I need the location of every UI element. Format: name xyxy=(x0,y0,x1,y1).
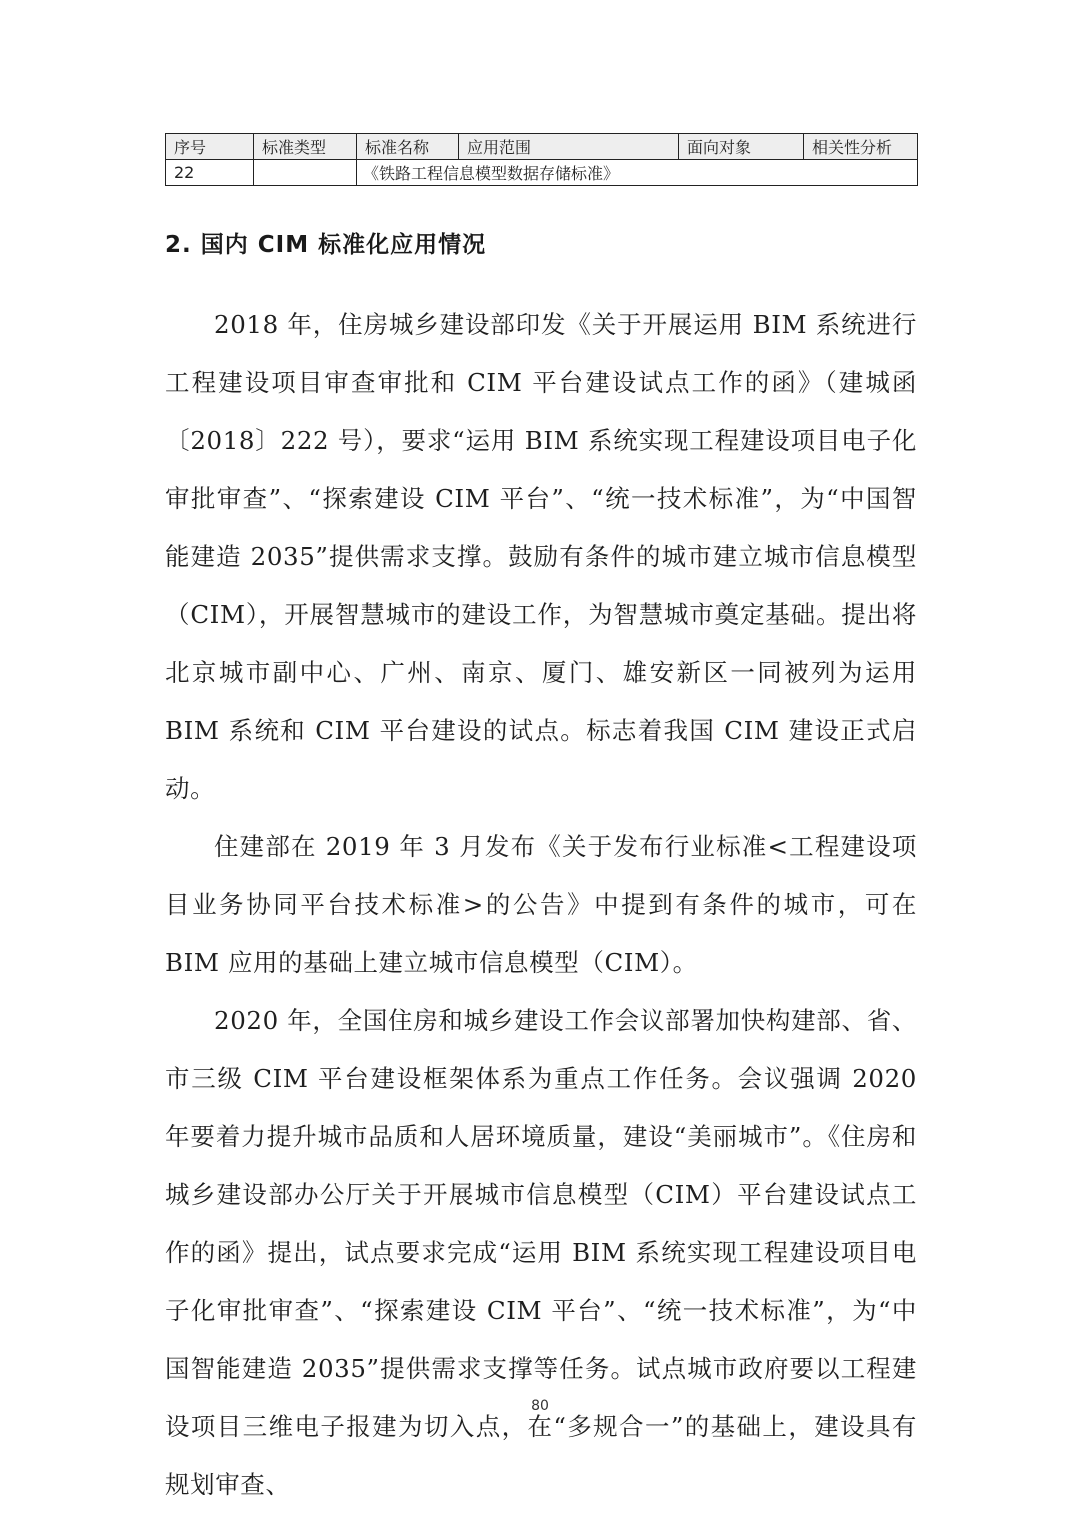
paragraph-2018: 2018 年，住房城乡建设部印发《关于开展运用 BIM 系统进行工程建设项目审查审批和 CIM 平台建设试点工作的函》（建城函〔2018〕222 号），要求“运用 BIM 系统实现工程建设项目电子化审批审查”、“探索建设 CIM 平台”、“统一技术标准”，为“中国智能建造 2035”提供需求支撑。鼓励有条件的城市建立城市信息模型（CIM），开展智慧城市的建设工作，为智慧城市奠定基础。提出将北京城市副中心、广州、南京、厦门、雄安新区一同被列为运用 BIM 系统和 CIM 平台建设的试点。标志着我国 CIM 建设正式启动。 xyxy=(165,310,917,803)
cell-standard-name: 《铁路工程信息模型数据存储标准》 xyxy=(357,160,918,186)
header-index: 序号 xyxy=(166,134,254,160)
paragraph-2020: 2020 年，全国住房和城乡建设工作会议部署加快构建部、省、市三级 CIM 平台建设框架体系为重点工作任务。会议强调 2020 年要着力提升城市品质和人居环境质量，建设“美丽城市”。《住房和城乡建设部办公厅关于开展城市信息模型（CIM）平台建设试点工作的函》提出，试点要求完成“运用 BIM 系统实现工程建设项目电子化审批审查”、“探索建设 CIM 平台”、“统一技术标准”，为“中国智能建造 2035”提供需求支撑等任务。试点城市政府要以工程建设项目三维电子报建为切入点，在“多规合一”的基础上，建设具有规划审查、 xyxy=(165,1006,917,1499)
paragraph-2019: 住建部在 2019 年 3 月发布《关于发布行业标准<工程建设项目业务协同平台技术标准>的公告》中提到有条件的城市，可在 BIM 应用的基础上建立城市信息模型（CIM）。 xyxy=(165,832,917,977)
header-standard-type: 标准类型 xyxy=(254,134,357,160)
page-number: 80 xyxy=(531,1398,549,1414)
table-row xyxy=(166,160,918,186)
cell-standard-type xyxy=(254,160,357,186)
header-application-scope: 应用范围 xyxy=(459,134,679,160)
header-relevance-analysis: 相关性分析 xyxy=(804,134,918,160)
header-target-audience: 面向对象 xyxy=(679,134,804,160)
standards-table xyxy=(165,133,918,186)
body-text xyxy=(165,296,917,1514)
section-heading: 2. 国内 CIM 标准化应用情况 xyxy=(165,232,487,258)
header-standard-name: 标准名称 xyxy=(357,134,459,160)
table-header-row xyxy=(166,134,918,160)
cell-index: 22 xyxy=(166,160,254,186)
